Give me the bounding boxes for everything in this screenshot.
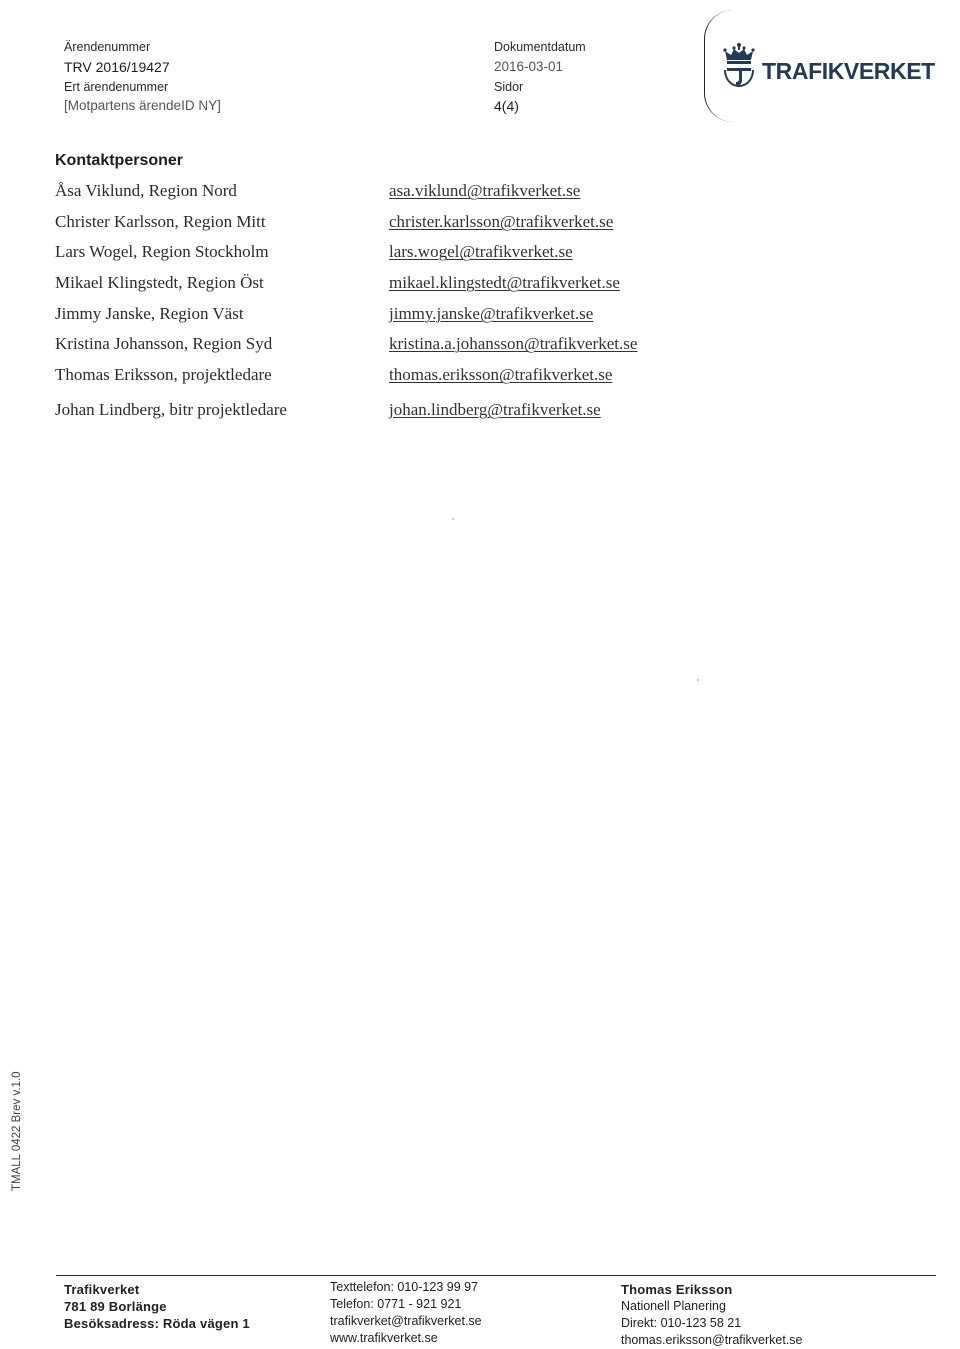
- contact-row: [55, 181, 915, 212]
- document-date-value: 2016-03-01: [494, 59, 564, 74]
- document-date-label: Dokumentdatum: [494, 40, 586, 54]
- contacts-list: [55, 181, 915, 431]
- footer-contact-department: Nationell Planering: [621, 1299, 726, 1313]
- contact-email-link[interactable]: kristina.a.johansson@trafikverket.se: [389, 334, 638, 354]
- footer-divider: [56, 1275, 936, 1276]
- contact-name: Thomas Eriksson, projektledare: [55, 365, 272, 385]
- case-number-value: TRV 2016/19427: [64, 59, 170, 75]
- footer-contact-name: Thomas Eriksson: [621, 1282, 733, 1297]
- contact-row: [55, 242, 915, 273]
- contact-name: Kristina Johansson, Region Syd: [55, 334, 273, 354]
- contact-row: [55, 400, 915, 431]
- contacts-title: Kontaktpersoner: [55, 152, 184, 169]
- contact-name: Christer Karlsson, Region Mitt: [55, 211, 266, 231]
- footer-visit-address: Besöksadress: Röda vägen 1: [64, 1316, 250, 1331]
- contact-row: [55, 273, 915, 304]
- footer-org-name: Trafikverket: [64, 1282, 140, 1297]
- contact-email-link[interactable]: jimmy.janske@trafikverket.se: [389, 303, 594, 323]
- scan-speck: [452, 518, 454, 520]
- footer-phone: Telefon: 0771 - 921 921: [330, 1297, 462, 1311]
- scan-speck: [697, 679, 699, 681]
- footer-email[interactable]: trafikverket@trafikverket.se: [330, 1314, 482, 1328]
- crown-emblem-icon: [722, 42, 756, 90]
- footer-website[interactable]: www.trafikverket.se: [330, 1331, 438, 1345]
- contact-row: [55, 365, 915, 396]
- footer-contact-email[interactable]: thomas.eriksson@trafikverket.se: [621, 1333, 803, 1347]
- footer-postal-address: 781 89 Borlänge: [64, 1299, 167, 1314]
- contact-name: Jimmy Janske, Region Väst: [55, 303, 244, 323]
- pages-label: Sidor: [494, 80, 524, 94]
- contact-email-link[interactable]: mikael.klingstedt@trafikverket.se: [389, 273, 620, 293]
- contact-email-link[interactable]: thomas.eriksson@trafikverket.se: [389, 365, 613, 385]
- contact-row: [55, 212, 915, 243]
- contact-name: Lars Wogel, Region Stockholm: [55, 242, 269, 262]
- contact-name: Johan Lindberg, bitr projektledare: [55, 399, 287, 419]
- contact-email-link[interactable]: asa.viklund@trafikverket.se: [389, 181, 581, 200]
- contact-email-link[interactable]: lars.wogel@trafikverket.se: [389, 242, 573, 262]
- trafikverket-logo-text: TRAFIKVERKET: [762, 58, 935, 84]
- contact-email-link[interactable]: christer.karlsson@trafikverket.se: [389, 211, 614, 231]
- contact-row: [55, 334, 915, 365]
- your-case-number-label: Ert ärendenummer: [64, 80, 169, 94]
- case-number-label: Ärendenummer: [64, 40, 151, 54]
- contact-row: [55, 304, 915, 335]
- contact-name: Åsa Viklund, Region Nord: [55, 181, 237, 200]
- template-id: TMALL 0422 Brev v.1.0: [11, 1071, 23, 1191]
- contact-email-link[interactable]: johan.lindberg@trafikverket.se: [389, 399, 601, 419]
- your-case-number-value: [Motpartens ärendeID NY]: [64, 98, 221, 113]
- contact-name: Mikael Klingstedt, Region Öst: [55, 273, 264, 293]
- footer-contact-direct-phone: Direkt: 010-123 58 21: [621, 1316, 742, 1330]
- footer-text-phone: Texttelefon: 010-123 99 97: [330, 1280, 479, 1294]
- pages-value: 4(4): [494, 98, 519, 114]
